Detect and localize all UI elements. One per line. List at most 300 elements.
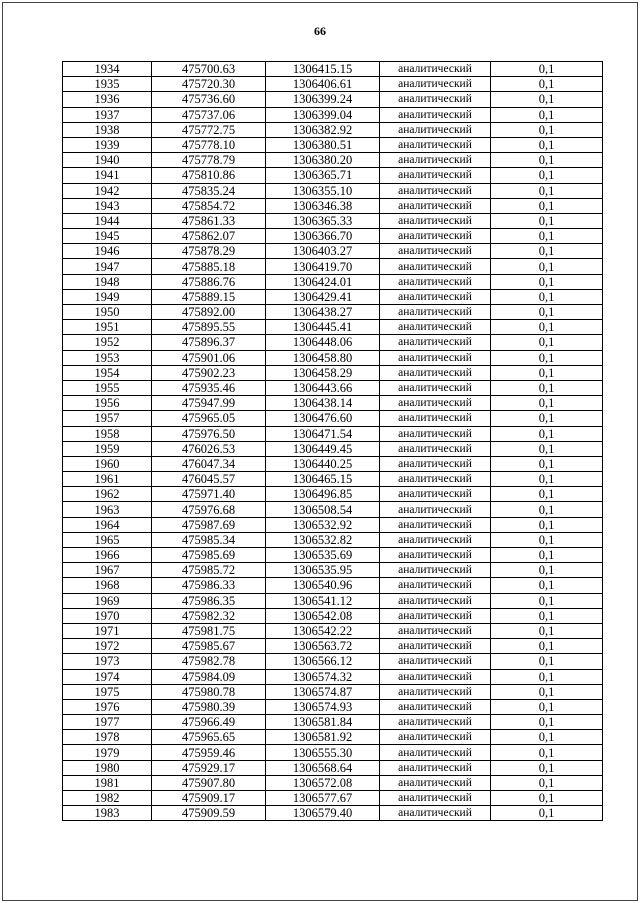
x-coordinate-cell: 475772.75 <box>152 122 266 137</box>
method-cell: аналитический <box>380 791 491 806</box>
error-cell: 0,1 <box>491 578 603 593</box>
y-coordinate-cell: 1306535.69 <box>266 548 380 563</box>
method-cell: аналитический <box>380 289 491 304</box>
y-coordinate-cell: 1306542.22 <box>266 623 380 638</box>
table-row <box>63 92 603 107</box>
point-number-cell: 1980 <box>63 760 152 775</box>
method-cell: аналитический <box>380 699 491 714</box>
table-row <box>63 517 603 532</box>
y-coordinate-cell: 1306365.71 <box>266 168 380 183</box>
y-coordinate-cell: 1306574.93 <box>266 699 380 714</box>
x-coordinate-cell: 476047.34 <box>152 456 266 471</box>
point-number-cell: 1948 <box>63 274 152 289</box>
y-coordinate-cell: 1306563.72 <box>266 639 380 654</box>
error-cell: 0,1 <box>491 639 603 654</box>
method-cell: аналитический <box>380 745 491 760</box>
table-row <box>63 274 603 289</box>
method-cell: аналитический <box>380 730 491 745</box>
point-number-cell: 1936 <box>63 92 152 107</box>
x-coordinate-cell: 475810.86 <box>152 168 266 183</box>
point-number-cell: 1977 <box>63 715 152 730</box>
point-number-cell: 1956 <box>63 396 152 411</box>
point-number-cell: 1978 <box>63 730 152 745</box>
x-coordinate-cell: 475737.06 <box>152 107 266 122</box>
error-cell: 0,1 <box>491 229 603 244</box>
x-coordinate-cell: 475885.18 <box>152 259 266 274</box>
table-row <box>63 244 603 259</box>
page-number: 66 <box>314 24 326 38</box>
method-cell: аналитический <box>380 107 491 122</box>
point-number-cell: 1975 <box>63 684 152 699</box>
error-cell: 0,1 <box>491 305 603 320</box>
method-cell: аналитический <box>380 198 491 213</box>
method-cell: аналитический <box>380 259 491 274</box>
y-coordinate-cell: 1306532.82 <box>266 532 380 547</box>
point-number-cell: 1971 <box>63 623 152 638</box>
table-row <box>63 745 603 760</box>
x-coordinate-cell: 475907.80 <box>152 775 266 790</box>
method-cell: аналитический <box>380 517 491 532</box>
y-coordinate-cell: 1306448.06 <box>266 335 380 350</box>
point-number-cell: 1946 <box>63 244 152 259</box>
y-coordinate-cell: 1306382.92 <box>266 122 380 137</box>
table-row <box>63 699 603 714</box>
point-number-cell: 1974 <box>63 669 152 684</box>
method-cell: аналитический <box>380 548 491 563</box>
method-cell: аналитический <box>380 684 491 699</box>
y-coordinate-cell: 1306581.84 <box>266 715 380 730</box>
x-coordinate-cell: 475982.78 <box>152 654 266 669</box>
error-cell: 0,1 <box>491 213 603 228</box>
table-row <box>63 350 603 365</box>
x-coordinate-cell: 475778.10 <box>152 137 266 152</box>
error-cell: 0,1 <box>491 244 603 259</box>
error-cell: 0,1 <box>491 791 603 806</box>
table-row <box>63 198 603 213</box>
table-row <box>63 320 603 335</box>
point-number-cell: 1961 <box>63 472 152 487</box>
table-row <box>63 259 603 274</box>
table-row <box>63 365 603 380</box>
table-row <box>63 305 603 320</box>
method-cell: аналитический <box>380 183 491 198</box>
error-cell: 0,1 <box>491 320 603 335</box>
y-coordinate-cell: 1306424.01 <box>266 274 380 289</box>
point-number-cell: 1972 <box>63 639 152 654</box>
y-coordinate-cell: 1306577.67 <box>266 791 380 806</box>
point-number-cell: 1968 <box>63 578 152 593</box>
point-number-cell: 1976 <box>63 699 152 714</box>
error-cell: 0,1 <box>491 365 603 380</box>
error-cell: 0,1 <box>491 775 603 790</box>
point-number-cell: 1964 <box>63 517 152 532</box>
error-cell: 0,1 <box>491 654 603 669</box>
point-number-cell: 1957 <box>63 411 152 426</box>
error-cell: 0,1 <box>491 137 603 152</box>
error-cell: 0,1 <box>491 107 603 122</box>
coordinates-table <box>62 61 603 821</box>
error-cell: 0,1 <box>491 168 603 183</box>
point-number-cell: 1944 <box>63 213 152 228</box>
x-coordinate-cell: 475966.49 <box>152 715 266 730</box>
error-cell: 0,1 <box>491 380 603 395</box>
x-coordinate-cell: 476026.53 <box>152 441 266 456</box>
method-cell: аналитический <box>380 563 491 578</box>
point-number-cell: 1950 <box>63 305 152 320</box>
method-cell: аналитический <box>380 715 491 730</box>
error-cell: 0,1 <box>491 426 603 441</box>
method-cell: аналитический <box>380 244 491 259</box>
coordinates-table-body <box>63 62 603 821</box>
error-cell: 0,1 <box>491 411 603 426</box>
method-cell: аналитический <box>380 153 491 168</box>
x-coordinate-cell: 476045.57 <box>152 472 266 487</box>
point-number-cell: 1970 <box>63 608 152 623</box>
x-coordinate-cell: 475778.79 <box>152 153 266 168</box>
error-cell: 0,1 <box>491 806 603 821</box>
table-row <box>63 593 603 608</box>
table-row <box>63 654 603 669</box>
x-coordinate-cell: 475901.06 <box>152 350 266 365</box>
error-cell: 0,1 <box>491 745 603 760</box>
y-coordinate-cell: 1306415.15 <box>266 62 380 77</box>
x-coordinate-cell: 475986.35 <box>152 593 266 608</box>
point-number-cell: 1941 <box>63 168 152 183</box>
method-cell: аналитический <box>380 77 491 92</box>
table-row <box>63 168 603 183</box>
y-coordinate-cell: 1306366.70 <box>266 229 380 244</box>
point-number-cell: 1939 <box>63 137 152 152</box>
x-coordinate-cell: 475935.46 <box>152 380 266 395</box>
point-number-cell: 1960 <box>63 456 152 471</box>
method-cell: аналитический <box>380 441 491 456</box>
point-number-cell: 1954 <box>63 365 152 380</box>
error-cell: 0,1 <box>491 502 603 517</box>
y-coordinate-cell: 1306438.27 <box>266 305 380 320</box>
x-coordinate-cell: 475965.65 <box>152 730 266 745</box>
error-cell: 0,1 <box>491 259 603 274</box>
table-row <box>63 548 603 563</box>
point-number-cell: 1952 <box>63 335 152 350</box>
x-coordinate-cell: 475878.29 <box>152 244 266 259</box>
point-number-cell: 1959 <box>63 441 152 456</box>
error-cell: 0,1 <box>491 548 603 563</box>
x-coordinate-cell: 475980.78 <box>152 684 266 699</box>
y-coordinate-cell: 1306419.70 <box>266 259 380 274</box>
error-cell: 0,1 <box>491 532 603 547</box>
x-coordinate-cell: 475929.17 <box>152 760 266 775</box>
point-number-cell: 1981 <box>63 775 152 790</box>
table-row <box>63 472 603 487</box>
method-cell: аналитический <box>380 305 491 320</box>
point-number-cell: 1953 <box>63 350 152 365</box>
y-coordinate-cell: 1306508.54 <box>266 502 380 517</box>
y-coordinate-cell: 1306579.40 <box>266 806 380 821</box>
point-number-cell: 1942 <box>63 183 152 198</box>
x-coordinate-cell: 475985.69 <box>152 548 266 563</box>
error-cell: 0,1 <box>491 122 603 137</box>
method-cell: аналитический <box>380 168 491 183</box>
table-row <box>63 411 603 426</box>
table-row <box>63 456 603 471</box>
y-coordinate-cell: 1306403.27 <box>266 244 380 259</box>
error-cell: 0,1 <box>491 623 603 638</box>
y-coordinate-cell: 1306458.29 <box>266 365 380 380</box>
method-cell: аналитический <box>380 654 491 669</box>
x-coordinate-cell: 475986.33 <box>152 578 266 593</box>
x-coordinate-cell: 475987.69 <box>152 517 266 532</box>
x-coordinate-cell: 475896.37 <box>152 335 266 350</box>
error-cell: 0,1 <box>491 593 603 608</box>
x-coordinate-cell: 475862.07 <box>152 229 266 244</box>
point-number-cell: 1969 <box>63 593 152 608</box>
x-coordinate-cell: 475981.75 <box>152 623 266 638</box>
x-coordinate-cell: 475976.68 <box>152 502 266 517</box>
method-cell: аналитический <box>380 411 491 426</box>
method-cell: аналитический <box>380 578 491 593</box>
y-coordinate-cell: 1306555.30 <box>266 745 380 760</box>
error-cell: 0,1 <box>491 669 603 684</box>
y-coordinate-cell: 1306346.38 <box>266 198 380 213</box>
y-coordinate-cell: 1306365.33 <box>266 213 380 228</box>
table-row <box>63 532 603 547</box>
point-number-cell: 1947 <box>63 259 152 274</box>
point-number-cell: 1973 <box>63 654 152 669</box>
y-coordinate-cell: 1306542.08 <box>266 608 380 623</box>
point-number-cell: 1943 <box>63 198 152 213</box>
y-coordinate-cell: 1306380.51 <box>266 137 380 152</box>
x-coordinate-cell: 475976.50 <box>152 426 266 441</box>
x-coordinate-cell: 475985.67 <box>152 639 266 654</box>
error-cell: 0,1 <box>491 289 603 304</box>
y-coordinate-cell: 1306471.54 <box>266 426 380 441</box>
x-coordinate-cell: 475982.32 <box>152 608 266 623</box>
error-cell: 0,1 <box>491 456 603 471</box>
point-number-cell: 1938 <box>63 122 152 137</box>
method-cell: аналитический <box>380 775 491 790</box>
x-coordinate-cell: 475984.09 <box>152 669 266 684</box>
y-coordinate-cell: 1306541.12 <box>266 593 380 608</box>
method-cell: аналитический <box>380 426 491 441</box>
method-cell: аналитический <box>380 487 491 502</box>
x-coordinate-cell: 475889.15 <box>152 289 266 304</box>
x-coordinate-cell: 475700.63 <box>152 62 266 77</box>
table-row <box>63 669 603 684</box>
x-coordinate-cell: 475886.76 <box>152 274 266 289</box>
error-cell: 0,1 <box>491 760 603 775</box>
y-coordinate-cell: 1306540.96 <box>266 578 380 593</box>
table-row <box>63 153 603 168</box>
method-cell: аналитический <box>380 396 491 411</box>
method-cell: аналитический <box>380 213 491 228</box>
point-number-cell: 1945 <box>63 229 152 244</box>
table-row <box>63 487 603 502</box>
method-cell: аналитический <box>380 502 491 517</box>
table-row <box>63 183 603 198</box>
error-cell: 0,1 <box>491 153 603 168</box>
y-coordinate-cell: 1306458.80 <box>266 350 380 365</box>
table-row <box>63 608 603 623</box>
table-row <box>63 335 603 350</box>
x-coordinate-cell: 475985.34 <box>152 532 266 547</box>
point-number-cell: 1967 <box>63 563 152 578</box>
error-cell: 0,1 <box>491 563 603 578</box>
y-coordinate-cell: 1306438.14 <box>266 396 380 411</box>
x-coordinate-cell: 475971.40 <box>152 487 266 502</box>
y-coordinate-cell: 1306449.45 <box>266 441 380 456</box>
x-coordinate-cell: 475736.60 <box>152 92 266 107</box>
y-coordinate-cell: 1306566.12 <box>266 654 380 669</box>
y-coordinate-cell: 1306465.15 <box>266 472 380 487</box>
point-number-cell: 1937 <box>63 107 152 122</box>
error-cell: 0,1 <box>491 198 603 213</box>
table-row <box>63 791 603 806</box>
error-cell: 0,1 <box>491 335 603 350</box>
table-row <box>63 122 603 137</box>
y-coordinate-cell: 1306429.41 <box>266 289 380 304</box>
y-coordinate-cell: 1306380.20 <box>266 153 380 168</box>
x-coordinate-cell: 475909.59 <box>152 806 266 821</box>
method-cell: аналитический <box>380 229 491 244</box>
method-cell: аналитический <box>380 335 491 350</box>
error-cell: 0,1 <box>491 350 603 365</box>
method-cell: аналитический <box>380 608 491 623</box>
y-coordinate-cell: 1306399.04 <box>266 107 380 122</box>
table-row <box>63 77 603 92</box>
table-row <box>63 426 603 441</box>
error-cell: 0,1 <box>491 608 603 623</box>
y-coordinate-cell: 1306532.92 <box>266 517 380 532</box>
method-cell: аналитический <box>380 92 491 107</box>
point-number-cell: 1983 <box>63 806 152 821</box>
method-cell: аналитический <box>380 593 491 608</box>
point-number-cell: 1935 <box>63 77 152 92</box>
table-row <box>63 730 603 745</box>
table-row <box>63 229 603 244</box>
point-number-cell: 1949 <box>63 289 152 304</box>
error-cell: 0,1 <box>491 62 603 77</box>
y-coordinate-cell: 1306574.32 <box>266 669 380 684</box>
y-coordinate-cell: 1306476.60 <box>266 411 380 426</box>
method-cell: аналитический <box>380 623 491 638</box>
error-cell: 0,1 <box>491 472 603 487</box>
y-coordinate-cell: 1306568.64 <box>266 760 380 775</box>
x-coordinate-cell: 475985.72 <box>152 563 266 578</box>
x-coordinate-cell: 475902.23 <box>152 365 266 380</box>
y-coordinate-cell: 1306496.85 <box>266 487 380 502</box>
table-row <box>63 289 603 304</box>
y-coordinate-cell: 1306581.92 <box>266 730 380 745</box>
x-coordinate-cell: 475861.33 <box>152 213 266 228</box>
method-cell: аналитический <box>380 639 491 654</box>
point-number-cell: 1963 <box>63 502 152 517</box>
x-coordinate-cell: 475959.46 <box>152 745 266 760</box>
y-coordinate-cell: 1306535.95 <box>266 563 380 578</box>
table-row <box>63 760 603 775</box>
table-row <box>63 213 603 228</box>
table-row <box>63 639 603 654</box>
method-cell: аналитический <box>380 137 491 152</box>
point-number-cell: 1962 <box>63 487 152 502</box>
x-coordinate-cell: 475854.72 <box>152 198 266 213</box>
method-cell: аналитический <box>380 274 491 289</box>
method-cell: аналитический <box>380 62 491 77</box>
method-cell: аналитический <box>380 806 491 821</box>
x-coordinate-cell: 475909.17 <box>152 791 266 806</box>
table-row <box>63 380 603 395</box>
point-number-cell: 1965 <box>63 532 152 547</box>
method-cell: аналитический <box>380 122 491 137</box>
table-row <box>63 715 603 730</box>
method-cell: аналитический <box>380 456 491 471</box>
point-number-cell: 1951 <box>63 320 152 335</box>
error-cell: 0,1 <box>491 183 603 198</box>
x-coordinate-cell: 475720.30 <box>152 77 266 92</box>
method-cell: аналитический <box>380 380 491 395</box>
table-row <box>63 563 603 578</box>
table-row <box>63 684 603 699</box>
error-cell: 0,1 <box>491 730 603 745</box>
y-coordinate-cell: 1306443.66 <box>266 380 380 395</box>
table-row <box>63 578 603 593</box>
table-row <box>63 775 603 790</box>
x-coordinate-cell: 475892.00 <box>152 305 266 320</box>
table-row <box>63 62 603 77</box>
point-number-cell: 1934 <box>63 62 152 77</box>
method-cell: аналитический <box>380 532 491 547</box>
x-coordinate-cell: 475947.99 <box>152 396 266 411</box>
x-coordinate-cell: 475895.55 <box>152 320 266 335</box>
y-coordinate-cell: 1306574.87 <box>266 684 380 699</box>
point-number-cell: 1982 <box>63 791 152 806</box>
method-cell: аналитический <box>380 472 491 487</box>
error-cell: 0,1 <box>491 77 603 92</box>
table-row <box>63 137 603 152</box>
point-number-cell: 1979 <box>63 745 152 760</box>
y-coordinate-cell: 1306355.10 <box>266 183 380 198</box>
error-cell: 0,1 <box>491 396 603 411</box>
error-cell: 0,1 <box>491 274 603 289</box>
point-number-cell: 1966 <box>63 548 152 563</box>
method-cell: аналитический <box>380 350 491 365</box>
error-cell: 0,1 <box>491 715 603 730</box>
table-row <box>63 806 603 821</box>
y-coordinate-cell: 1306440.25 <box>266 456 380 471</box>
error-cell: 0,1 <box>491 517 603 532</box>
method-cell: аналитический <box>380 320 491 335</box>
table-row <box>63 502 603 517</box>
y-coordinate-cell: 1306445.41 <box>266 320 380 335</box>
x-coordinate-cell: 475835.24 <box>152 183 266 198</box>
error-cell: 0,1 <box>491 684 603 699</box>
method-cell: аналитический <box>380 669 491 684</box>
point-number-cell: 1955 <box>63 380 152 395</box>
table-row <box>63 107 603 122</box>
error-cell: 0,1 <box>491 92 603 107</box>
point-number-cell: 1940 <box>63 153 152 168</box>
x-coordinate-cell: 475965.05 <box>152 411 266 426</box>
y-coordinate-cell: 1306399.24 <box>266 92 380 107</box>
error-cell: 0,1 <box>491 441 603 456</box>
error-cell: 0,1 <box>491 699 603 714</box>
table-row <box>63 441 603 456</box>
point-number-cell: 1958 <box>63 426 152 441</box>
x-coordinate-cell: 475980.39 <box>152 699 266 714</box>
table-row <box>63 396 603 411</box>
table-row <box>63 623 603 638</box>
method-cell: аналитический <box>380 365 491 380</box>
method-cell: аналитический <box>380 760 491 775</box>
